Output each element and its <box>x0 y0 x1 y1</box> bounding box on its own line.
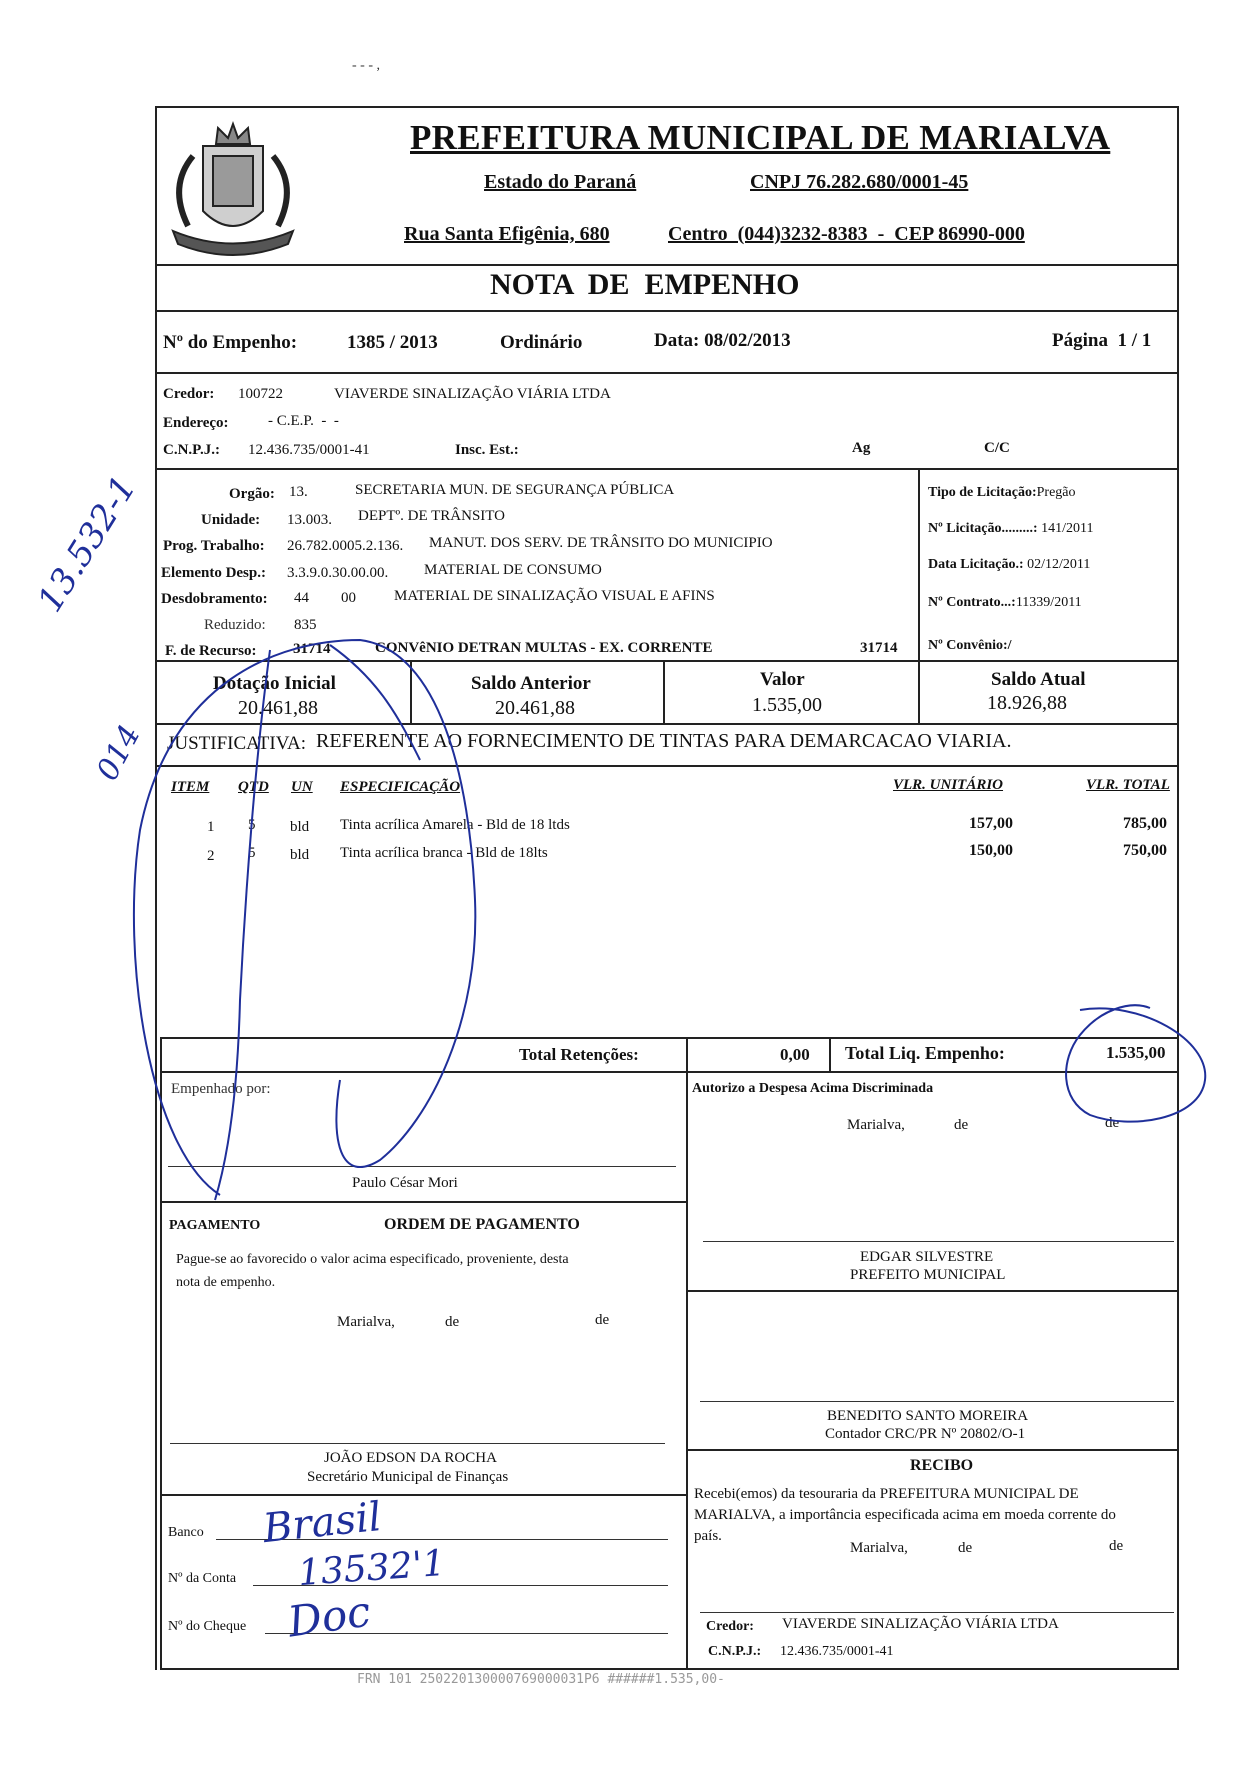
cnpj-label-credor: C.N.P.J.: <box>163 442 220 458</box>
saldo-atual-label: Saldo Atual <box>991 669 1086 690</box>
handwritten-conta: 13532'1 <box>296 1542 447 1595</box>
banco-label: Banco <box>168 1525 204 1540</box>
recibo-credor-name: VIAVERDE SINALIZAÇÃO VIÁRIA LTDA <box>782 1616 1059 1632</box>
justificativa-text: REFERENTE AO FORNECIMENTO DE TINTAS PARA DEMARCACAO VIARIA. <box>316 730 1012 752</box>
page-indicator: Página 1 / 1 <box>1052 330 1152 351</box>
endereco-label: Endereço: <box>163 415 229 431</box>
valor-value: 1.535,00 <box>752 694 822 716</box>
total-retencoes-value: 0,00 <box>780 1045 810 1064</box>
licitacao-numero: Nº Licitação.........: 141/2011 <box>928 521 1094 536</box>
fonte-label: F. de Recurso: <box>165 643 257 659</box>
licitacao-data: Data Licitação.: 02/12/2011 <box>928 557 1091 572</box>
fonte-code-2: 31714 <box>860 640 898 656</box>
credor-cnpj: 12.436.735/0001-41 <box>248 442 370 458</box>
autorizo-place: Marialva, <box>847 1117 905 1133</box>
street-label: Rua Santa Efigênia, 680 <box>404 223 610 245</box>
row-item: 1 <box>207 819 215 835</box>
insc-est-label: Insc. Est.: <box>455 442 519 458</box>
cheque-label: Nº do Cheque <box>168 1619 247 1634</box>
desdobramento-code: 44 <box>294 590 309 606</box>
handwritten-banco: Brasil <box>260 1493 384 1553</box>
saldo-atual-value: 18.926,88 <box>987 692 1067 714</box>
recibo-de-1: de <box>958 1540 973 1556</box>
empenhado-name: Paulo César Mori <box>352 1175 458 1191</box>
row-spec: Tinta acrílica Amarela - Bld de 18 ltds <box>340 817 570 833</box>
autorizo-de-1: de <box>954 1117 969 1133</box>
recibo-de-2: de <box>1109 1538 1124 1554</box>
prog-code: 26.782.0005.2.136. <box>287 538 404 554</box>
row-item: 2 <box>207 848 215 864</box>
empenho-number: 1385 / 2013 <box>347 332 438 353</box>
col-un: UN <box>291 779 313 795</box>
row-total: 785,00 <box>1123 815 1167 832</box>
fonte-desc: CONVêNIO DETRAN MULTAS - EX. CORRENTE <box>375 640 713 656</box>
col-qtd: QTD <box>238 779 269 795</box>
prog-label: Prog. Trabalho: <box>163 538 265 554</box>
empenhado-label: Empenhado por: <box>171 1081 271 1097</box>
prefeito-title: PREFEITO MUNICIPAL <box>850 1267 1006 1283</box>
credor-code: 100722 <box>238 386 283 402</box>
recibo-label: RECIBO <box>910 1457 974 1474</box>
document-title: NOTA DE EMPENHO <box>490 268 800 301</box>
credor-label: Credor: <box>163 386 215 402</box>
row-un: bld <box>290 819 310 835</box>
convenio-number: Nº Convênio:/ <box>928 638 1012 653</box>
margin-handwritten-number: 13.532-1 <box>30 469 145 620</box>
unidade-desc: DEPTº. DE TRÂNSITO <box>358 508 506 524</box>
secretario-title: Secretário Municipal de Finanças <box>307 1469 509 1485</box>
saldo-anterior-label: Saldo Anterior <box>471 673 591 694</box>
credor-name: VIAVERDE SINALIZAÇÃO VIÁRIA LTDA <box>334 386 611 402</box>
cc-label: C/C <box>984 440 1010 456</box>
footer-code: FRN 101 250220130000769000031P6 ######1.535,00- <box>357 1672 725 1687</box>
elemento-desc: MATERIAL DE CONSUMO <box>424 562 602 578</box>
contador-title: Contador CRC/PR Nº 20802/O-1 <box>825 1426 1026 1442</box>
margin-handwritten-code: 014 <box>90 719 148 787</box>
orgao-code: 13. <box>289 484 308 500</box>
row-qtd: 5 <box>248 845 256 861</box>
row-qtd: 5 <box>248 817 256 833</box>
secretario-name: JOÃO EDSON DA ROCHA <box>324 1450 497 1466</box>
reduzido-value: 835 <box>294 617 317 633</box>
total-liq-value: 1.535,00 <box>1106 1043 1166 1062</box>
prog-desc: MANUT. DOS SERV. DE TRÂNSITO DO MUNICIPIO <box>429 535 773 551</box>
recibo-cnpj: 12.436.735/0001-41 <box>780 1644 894 1659</box>
fonte-code: 31714 <box>293 641 331 657</box>
recibo-text-3: país. <box>694 1528 722 1544</box>
recibo-text-1: Recebi(emos) da tesouraria da PREFEITURA MUNICIPAL DE <box>694 1486 1079 1502</box>
unidade-label: Unidade: <box>201 512 261 528</box>
pague-text-2: nota de empenho. <box>176 1275 276 1290</box>
ag-label: Ag <box>852 440 871 456</box>
orgao-label: Orgão: <box>229 486 275 502</box>
col-vlr-unitario: VLR. UNITÁRIO <box>893 777 1004 793</box>
state-label: Estado do Paraná <box>484 171 637 193</box>
justificativa-label: JUSTIFICATIVA: <box>167 733 307 754</box>
recibo-text-2: MARIALVA, a importância especificada acima em moeda corrente do <box>694 1507 1116 1523</box>
conta-label: Nº da Conta <box>168 1571 237 1586</box>
col-especificacao: ESPECIFICAÇÃO <box>340 779 461 795</box>
contador-name: BENEDITO SANTO MOREIRA <box>827 1408 1029 1424</box>
prefeito-name: EDGAR SILVESTRE <box>860 1249 994 1265</box>
endereco-value: - C.E.P. - - <box>268 413 339 429</box>
cnpj-label: CNPJ 76.282.680/0001-45 <box>750 171 969 193</box>
orgao-desc: SECRETARIA MUN. DE SEGURANÇA PÚBLICA <box>355 482 675 498</box>
stray-mark: - - - , <box>352 58 380 73</box>
desdobramento-desc: MATERIAL DE SINALIZAÇÃO VISUAL E AFINS <box>394 588 715 604</box>
saldo-anterior-value: 20.461,88 <box>495 697 575 719</box>
recibo-cnpj-label: C.N.P.J.: <box>708 1644 762 1659</box>
row-unit: 150,00 <box>969 842 1013 859</box>
handwritten-cheque: Doc <box>284 1586 374 1647</box>
row-unit: 157,00 <box>969 815 1013 832</box>
reduzido-label: Reduzido: <box>204 617 266 633</box>
unidade-code: 13.003. <box>287 512 332 528</box>
total-liq-label: Total Liq. Empenho: <box>845 1043 1005 1063</box>
licitacao-tipo: Tipo de Licitação:Pregão <box>928 485 1076 500</box>
dotacao-label: Dotação Inicial <box>213 673 336 694</box>
autorizo-label: Autorizo a Despesa Acima Discriminada <box>692 1081 934 1096</box>
row-total: 750,00 <box>1123 842 1167 859</box>
pague-de-2: de <box>595 1312 610 1328</box>
total-retencoes-label: Total Retenções: <box>519 1045 639 1064</box>
autorizo-de-2: de <box>1105 1115 1120 1131</box>
col-item: ITEM <box>171 779 210 795</box>
elemento-code: 3.3.9.0.30.00.00. <box>287 565 389 581</box>
dotacao-value: 20.461,88 <box>238 697 318 719</box>
elemento-label: Elemento Desp.: <box>161 565 266 581</box>
recibo-credor-label: Credor: <box>706 1619 754 1634</box>
col-vlr-total: VLR. TOTAL <box>1086 777 1170 793</box>
recibo-place: Marialva, <box>850 1540 908 1556</box>
ordem-pagamento-label: ORDEM DE PAGAMENTO <box>384 1216 580 1233</box>
contrato-number: Nº Contrato...:11339/2011 <box>928 595 1082 610</box>
desdobramento-sub: 00 <box>341 590 356 606</box>
contact-label: Centro (044)3232-8383 - CEP 86990-000 <box>668 223 1025 245</box>
pague-de-1: de <box>445 1314 460 1330</box>
desdobramento-label: Desdobramento: <box>161 591 268 607</box>
pagamento-label: PAGAMENTO <box>169 1218 261 1233</box>
coat-of-arms-logo <box>158 116 308 266</box>
row-un: bld <box>290 847 310 863</box>
empenho-date: Data: 08/02/2013 <box>654 330 791 351</box>
row-spec: Tinta acrílica branca - Bld de 18lts <box>340 845 548 861</box>
valor-label: Valor <box>760 669 805 690</box>
empenho-number-label: Nº do Empenho: <box>163 332 298 353</box>
empenho-type: Ordinário <box>500 332 583 353</box>
pague-text-1: Pague-se ao favorecido o valor acima especificado, proveniente, desta <box>176 1252 569 1267</box>
pague-place: Marialva, <box>337 1314 395 1330</box>
page-title: PREFEITURA MUNICIPAL DE MARIALVA <box>410 118 1111 157</box>
